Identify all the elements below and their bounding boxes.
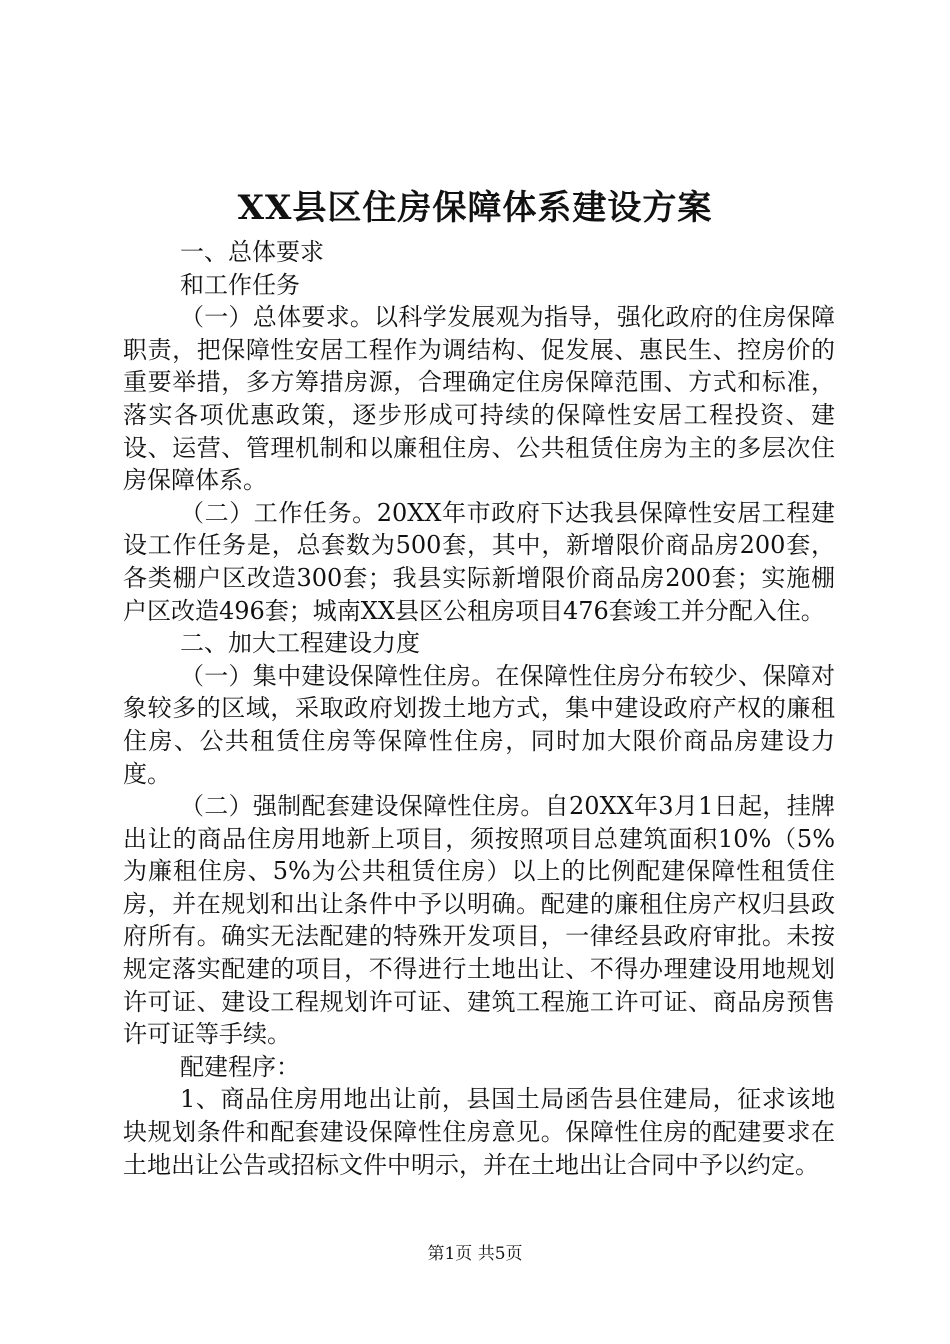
page-footer: 第1页 共5页 xyxy=(427,1244,523,1264)
paragraph-mandatory-supporting-construction: （二）强制配套建设保障性住房。自20XX年3月1日起，挂牌出让的商品住房用地新上项目，须按照项目总建筑面积10%（5%为廉租住房、5%为公共租赁住房）以上的比例配建保障性租赁住房，并在规划和出让条件中予以明确。配建的廉租住房产权归县政府所有。确实无法配建的特殊开发项目，一律经县政府审批。未按规定落实配建的项目，不得进行土地出让、不得办理建设用地规划许可证、建设工程规划许可证、建筑工程施工许可证、商品房预售许可证等手续。 xyxy=(123,792,835,1049)
section-heading-1-continued: 和工作任务 xyxy=(180,270,300,299)
document-body xyxy=(123,236,835,1181)
procedure-heading: 配建程序： xyxy=(180,1052,300,1081)
paragraph-work-tasks: （二）工作任务。20XX年市政府下达我县保障性安居工程建设工作任务是，总套数为500套，其中，新增限价商品房200套，各类棚户区改造300套；我县实际新增限价商品房200套；实施棚户区改造496套；城南XX县区公租房项目476套竣工并分配入住。 xyxy=(123,498,835,625)
document-title: XX县区住房保障体系建设方案 xyxy=(237,188,713,228)
paragraph-general-requirements: （一）总体要求。以科学发展观为指导，强化政府的住房保障职责，把保障性安居工程作为调结构、促发展、惠民生、控房价的重要举措，多方筹措房源，合理确定住房保障范围、方式和标准，落实各项优惠政策，逐步形成可持续的保障性安居工程投资、建设、运营、管理机制和以廉租住房、公共租赁住房为主的多层次住房保障体系。 xyxy=(123,303,835,495)
paragraph-centralized-construction: （一）集中建设保障性住房。在保障性住房分布较少、保障对象较多的区域，采取政府划拨土地方式，集中建设政府产权的廉租住房、公共租赁住房等保障性住房，同时加大限价商品房建设力度。 xyxy=(123,661,835,788)
section-heading-1: 一、总体要求 xyxy=(180,238,324,266)
paragraph-procedure-step-1: 1、商品住房用地出让前，县国土局函告县住建局，征求该地块规划条件和配套建设保障性住房意见。保障性住房的配建要求在土地出让公告或招标文件中明示，并在土地出让合同中予以约定。 xyxy=(123,1085,835,1179)
section-heading-2: 二、加大工程建设力度 xyxy=(180,629,420,658)
